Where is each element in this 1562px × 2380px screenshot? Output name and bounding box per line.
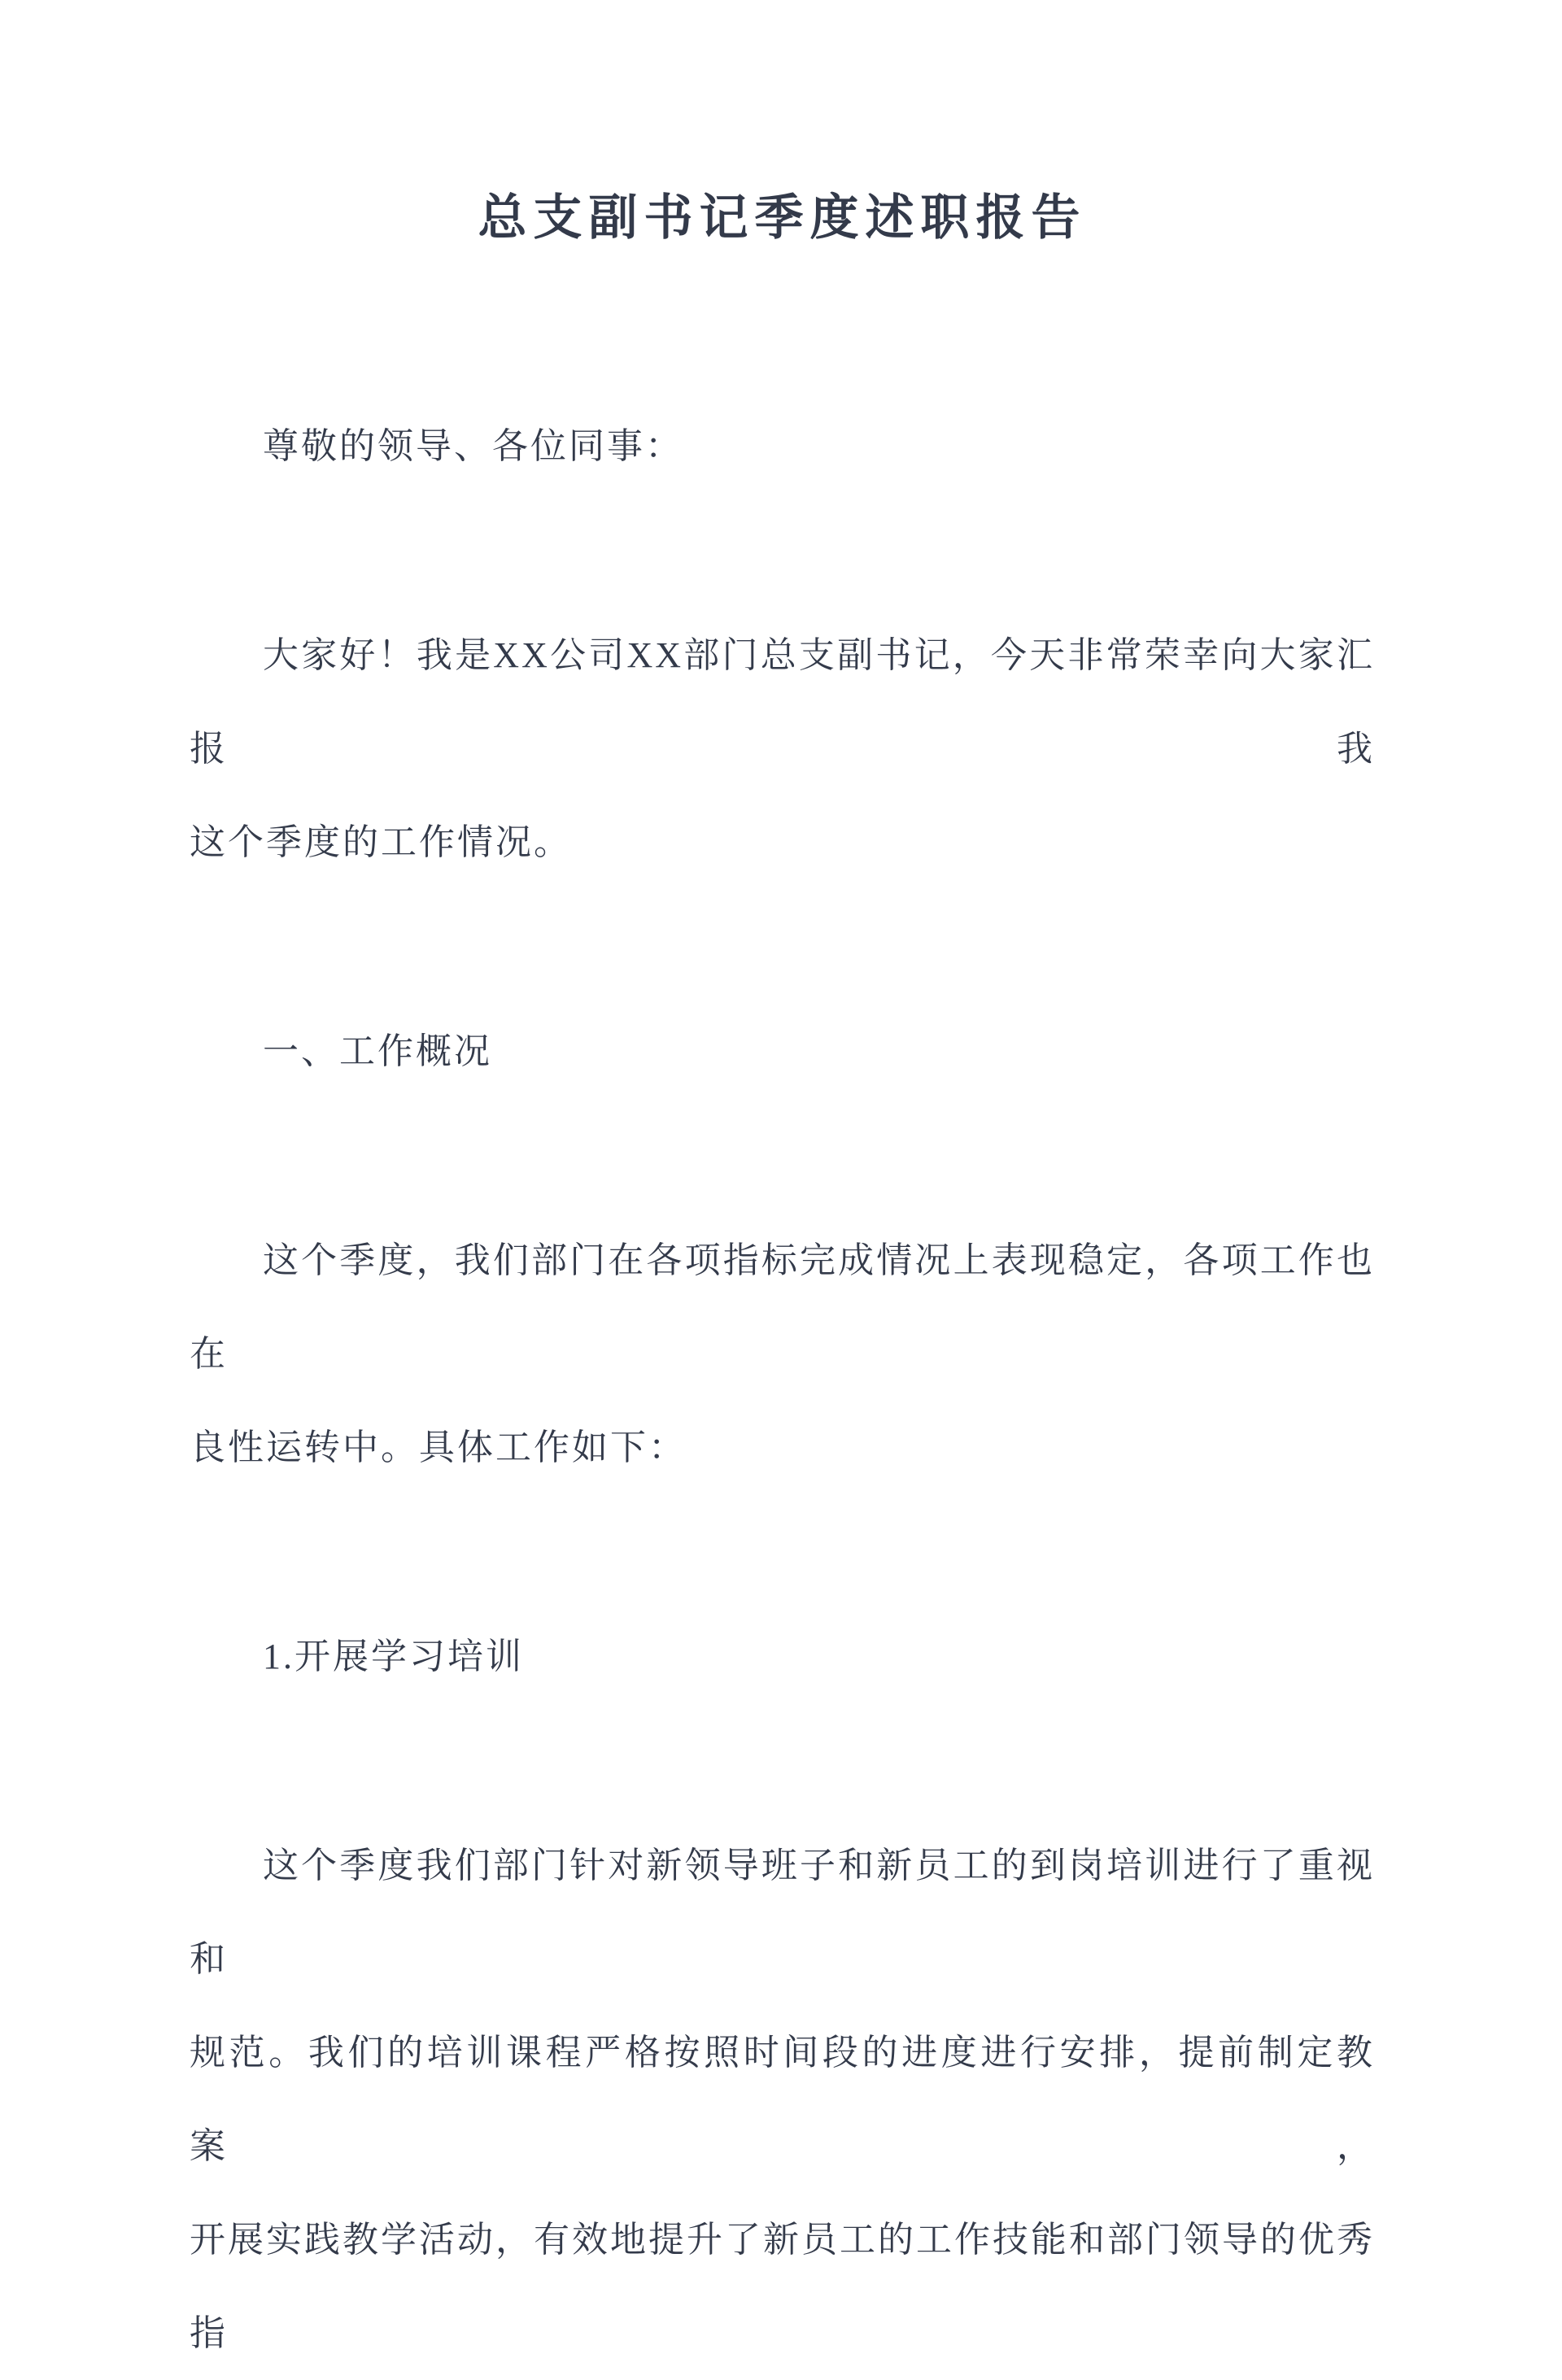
- paragraph-line: 这个季度，我们部门在各项指标完成情况上表现稳定，各项工作也在: [190, 1240, 1375, 1374]
- paragraph-line: 开展实践教学活动，有效地提升了新员工的工作技能和部门领导的优秀指: [190, 2220, 1375, 2353]
- paragraph-line: 尊敬的领导、各位同事：: [263, 426, 683, 466]
- document-body: [190, 399, 1375, 2380]
- paragraph: [190, 1214, 1375, 1494]
- paragraph: [190, 399, 1375, 493]
- paragraph-line: 一、工作概况: [263, 1031, 492, 1071]
- paragraph-line: 1.开展学习培训: [263, 1637, 524, 1676]
- paragraph-line: 大家好！我是XX公司XX部门总支副书记，今天非常荣幸向大家汇报我: [190, 635, 1375, 769]
- paragraph: [190, 608, 1375, 889]
- paragraph-line: 规范。我们的培训课程严格按照时间段的进度进行安排，提前制定教案，: [190, 2033, 1375, 2166]
- paragraph-line: 这个季度的工作情况。: [190, 822, 572, 862]
- paragraph: [190, 1005, 1375, 1098]
- paragraph: [190, 1610, 1375, 1703]
- document-title: 总支副书记季度述职报告: [478, 191, 1087, 245]
- paragraph-line: 这个季度我们部门针对新领导班子和新员工的到岗培训进行了重视和: [190, 1846, 1375, 1979]
- paragraph-line: 良性运转中。具体工作如下：: [190, 1428, 687, 1467]
- paragraph: [190, 1819, 1375, 2380]
